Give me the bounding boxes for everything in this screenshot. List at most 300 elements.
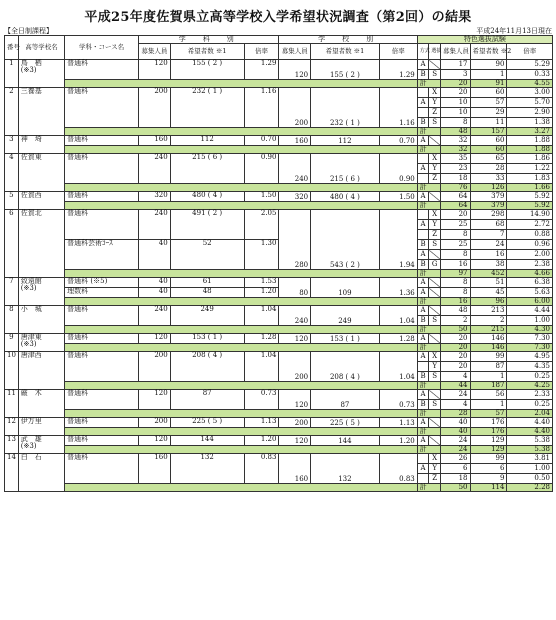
course-applicants: 480 ( 4 ) <box>170 192 244 202</box>
school-name: 厳 木 <box>18 390 64 418</box>
special-ratio: 5.70 <box>507 98 553 108</box>
total-applicants: 129 <box>470 446 507 454</box>
school-applicants: 543 ( 2 ) <box>311 210 380 270</box>
school-number: 1 <box>5 60 19 88</box>
special-capacity: 25 <box>440 240 470 250</box>
table-body <box>5 60 553 492</box>
special-ratio: 2.33 <box>507 390 553 400</box>
special-capacity: 10 <box>440 98 470 108</box>
course-ratio: 1.29 <box>244 60 279 80</box>
special-capacity: 8 <box>440 230 470 240</box>
course-ratio: 1.20 <box>244 436 279 446</box>
table-header <box>5 36 553 60</box>
course-applicants: 215 ( 6 ) <box>170 154 244 184</box>
special-capacity: 18 <box>440 474 470 484</box>
total-ratio: 4.25 <box>507 382 553 390</box>
special-capacity: 16 <box>440 260 470 270</box>
total-applicants: 379 <box>470 202 507 210</box>
special-choice <box>429 306 441 316</box>
school-number: 11 <box>5 390 19 418</box>
course-ratio: 1.28 <box>244 334 279 344</box>
special-applicants: 2 <box>470 316 507 326</box>
header-method: 方式 <box>417 44 429 60</box>
school-name: 小 城 <box>18 306 64 334</box>
course-ratio: 0.83 <box>244 454 279 484</box>
special-method <box>417 174 429 184</box>
special-ratio: 1.88 <box>507 136 553 146</box>
special-ratio: 1.00 <box>507 464 553 474</box>
header-number: 番号 <box>5 36 19 60</box>
header-ratio: 倍率 <box>244 44 279 60</box>
total-ratio: 4.55 <box>507 80 553 88</box>
special-ratio: 1.83 <box>507 174 553 184</box>
header-capacity: 募集人員 <box>139 44 171 60</box>
special-method: A <box>417 390 429 400</box>
special-ratio: 0.96 <box>507 240 553 250</box>
special-method: B <box>417 118 429 128</box>
special-capacity: 64 <box>440 192 470 202</box>
school-capacity: 200 <box>279 88 311 128</box>
total-capacity: 24 <box>440 446 470 454</box>
special-choice <box>429 436 441 446</box>
total-spacer <box>65 410 418 418</box>
course-name: 普通科 <box>65 306 139 326</box>
special-capacity: 20 <box>440 334 470 344</box>
date-note: 平成24年11月13日現在 <box>476 27 552 35</box>
special-capacity: 8 <box>440 250 470 260</box>
school-capacity: 320 <box>279 192 311 202</box>
school-capacity: 280 <box>279 210 311 270</box>
table-row <box>5 240 553 250</box>
school-applicants: 112 <box>311 136 380 146</box>
course-applicants: 61 <box>170 278 244 288</box>
table-row <box>5 306 553 316</box>
total-spacer <box>65 382 418 390</box>
course-applicants: 153 ( 1 ) <box>170 334 244 344</box>
special-capacity: 20 <box>440 210 470 220</box>
special-method: A <box>417 278 429 288</box>
special-method <box>417 454 429 464</box>
school-ratio: 0.73 <box>379 390 417 410</box>
table-row <box>5 418 553 428</box>
special-applicants: 38 <box>470 260 507 270</box>
total-spacer <box>65 184 418 192</box>
school-number: 7 <box>5 278 19 306</box>
school-applicants: 215 ( 6 ) <box>311 154 380 184</box>
special-method: A <box>417 334 429 344</box>
school-applicants: 155 ( 2 ) <box>311 60 380 80</box>
special-ratio: 4.35 <box>507 362 553 372</box>
school-capacity: 120 <box>279 334 311 344</box>
total-applicants: 91 <box>470 80 507 88</box>
total-spacer <box>65 326 418 334</box>
total-spacer <box>65 298 418 306</box>
special-ratio: 3.00 <box>507 88 553 98</box>
special-method <box>417 474 429 484</box>
course-name: 普通科 <box>65 418 139 428</box>
special-capacity: 40 <box>440 418 470 428</box>
school-ratio: 0.70 <box>379 136 417 146</box>
special-applicants: 176 <box>470 418 507 428</box>
school-name: 致遠館 (※3) <box>18 278 64 306</box>
special-capacity: 20 <box>440 362 470 372</box>
special-applicants: 213 <box>470 306 507 316</box>
special-method: A <box>417 60 429 70</box>
header-school: 高等学校名 <box>18 36 64 60</box>
course-applicants: 87 <box>170 390 244 410</box>
school-name: 佐賀西 <box>18 192 64 210</box>
header-sp-applicants: 希望者数 ※2 <box>470 44 507 60</box>
special-choice: Y <box>429 362 441 372</box>
course-capacity: 240 <box>139 210 171 240</box>
course-name: 普通科 <box>65 136 139 146</box>
special-capacity: 24 <box>440 390 470 400</box>
course-applicants: 155 ( 2 ) <box>170 60 244 80</box>
table-row <box>5 278 553 288</box>
special-choice <box>429 136 441 146</box>
total-ratio: 5.92 <box>507 202 553 210</box>
table-row <box>5 288 553 298</box>
course-applicants: 48 <box>170 288 244 298</box>
school-ratio: 1.29 <box>379 60 417 80</box>
school-applicants: 249 <box>311 306 380 326</box>
course-name: 普通科 <box>65 88 139 128</box>
special-choice: X <box>429 454 441 464</box>
total-spacer <box>65 344 418 352</box>
course-capacity: 120 <box>139 60 171 80</box>
header-group-special: 特色選抜試験 <box>417 36 552 44</box>
total-applicants: 96 <box>470 298 507 306</box>
special-ratio: 0.88 <box>507 230 553 240</box>
course-capacity: 40 <box>139 288 171 298</box>
school-name: 佐賀北 <box>18 210 64 278</box>
course-name: 普通科 <box>65 436 139 446</box>
course-ratio: 1.04 <box>244 306 279 326</box>
school-capacity: 120 <box>279 436 311 446</box>
total-applicants: 60 <box>470 146 507 154</box>
header-choice: 選抜 <box>429 44 441 60</box>
total-capacity: 97 <box>440 270 470 278</box>
special-choice: Y <box>429 164 441 174</box>
total-capacity: 28 <box>440 410 470 418</box>
special-capacity: 24 <box>440 436 470 446</box>
special-capacity: 48 <box>440 306 470 316</box>
special-applicants: 29 <box>470 108 507 118</box>
special-method: A <box>417 306 429 316</box>
school-capacity: 160 <box>279 136 311 146</box>
total-applicants: 452 <box>470 270 507 278</box>
course-name: 普通科 <box>65 454 139 484</box>
total-capacity: 48 <box>440 128 470 136</box>
school-name: 唐津西 <box>18 352 64 390</box>
total-spacer <box>65 428 418 436</box>
header-sp-ratio: 倍率 <box>507 44 553 60</box>
total-ratio: 2.04 <box>507 410 553 418</box>
special-choice <box>429 418 441 428</box>
total-applicants: 146 <box>470 344 507 352</box>
school-name: 白 石 <box>18 454 64 492</box>
table-row <box>5 88 553 98</box>
header-school-applicants: 希望者数 ※1 <box>311 44 380 60</box>
special-method <box>417 154 429 164</box>
header-applicants: 希望者数 ※1 <box>170 44 244 60</box>
special-ratio: 3.81 <box>507 454 553 464</box>
total-label: 計 <box>417 128 440 136</box>
course-name: 理数科 <box>65 288 139 298</box>
school-applicants: 144 <box>311 436 380 446</box>
course-ratio: 1.50 <box>244 192 279 202</box>
special-choice: X <box>429 154 441 164</box>
school-name: 佐賀東 <box>18 154 64 192</box>
special-choice <box>429 192 441 202</box>
total-applicants: 126 <box>470 184 507 192</box>
course-name: 普通科 <box>65 60 139 80</box>
special-method: B <box>417 70 429 80</box>
special-ratio: 5.92 <box>507 192 553 202</box>
table-row <box>5 334 553 344</box>
special-applicants: 99 <box>470 352 507 362</box>
school-number: 8 <box>5 306 19 334</box>
table-row <box>5 192 553 202</box>
total-spacer <box>65 446 418 454</box>
table-row <box>5 154 553 164</box>
school-number: 12 <box>5 418 19 436</box>
header-group-dept: 学 科 別 <box>139 36 279 44</box>
course-name: 普通科芸術ｺｰｽ <box>65 240 139 270</box>
special-choice: Y <box>429 220 441 230</box>
school-ratio: 1.20 <box>379 436 417 446</box>
special-capacity: 8 <box>440 278 470 288</box>
special-applicants: 60 <box>470 136 507 146</box>
special-method: A <box>417 220 429 230</box>
course-ratio: 1.16 <box>244 88 279 128</box>
table-row <box>5 60 553 70</box>
school-ratio: 1.94 <box>379 210 417 270</box>
special-method <box>417 210 429 220</box>
total-capacity: 50 <box>440 326 470 334</box>
course-capacity: 120 <box>139 334 171 344</box>
course-applicants: 132 <box>170 454 244 484</box>
total-spacer <box>65 80 418 88</box>
special-choice: Z <box>429 230 441 240</box>
school-number: 2 <box>5 88 19 136</box>
special-method: A <box>417 136 429 146</box>
total-capacity: 20 <box>440 344 470 352</box>
special-method <box>417 362 429 372</box>
course-applicants: 52 <box>170 240 244 270</box>
table-row <box>5 390 553 400</box>
school-applicants: 132 <box>311 454 380 484</box>
school-applicants: 225 ( 5 ) <box>311 418 380 428</box>
school-name: 唐津東 (※3) <box>18 334 64 352</box>
special-method: A <box>417 418 429 428</box>
course-applicants: 112 <box>170 136 244 146</box>
special-capacity: 4 <box>440 400 470 410</box>
special-capacity: 2 <box>440 316 470 326</box>
course-name: 普通科 <box>65 352 139 382</box>
total-applicants: 187 <box>470 382 507 390</box>
results-table <box>4 35 553 492</box>
total-label: 計 <box>417 410 440 418</box>
school-capacity: 160 <box>279 454 311 484</box>
special-ratio: 1.86 <box>507 154 553 164</box>
total-ratio: 1.66 <box>507 184 553 192</box>
header-school-capacity: 募集人員 <box>279 44 311 60</box>
header-sp-capacity: 募集人員 <box>440 44 470 60</box>
total-ratio: 5.38 <box>507 446 553 454</box>
table-row <box>5 136 553 146</box>
total-spacer <box>65 128 418 136</box>
special-applicants: 65 <box>470 154 507 164</box>
course-applicants: 208 ( 4 ) <box>170 352 244 382</box>
total-ratio: 4.30 <box>507 326 553 334</box>
total-applicants: 215 <box>470 326 507 334</box>
school-applicants: 208 ( 4 ) <box>311 352 380 382</box>
school-capacity: 200 <box>279 352 311 382</box>
school-capacity: 200 <box>279 418 311 428</box>
special-ratio: 0.50 <box>507 474 553 484</box>
special-capacity: 26 <box>440 454 470 464</box>
special-choice: Y <box>429 464 441 474</box>
special-choice: X <box>429 210 441 220</box>
special-applicants: 7 <box>470 230 507 240</box>
special-choice <box>429 278 441 288</box>
school-applicants: 109 <box>311 278 380 298</box>
special-capacity: 6 <box>440 464 470 474</box>
special-capacity: 8 <box>440 288 470 298</box>
course-ratio: 1.30 <box>244 240 279 270</box>
special-method: A <box>417 436 429 446</box>
special-choice: G <box>429 260 441 270</box>
special-applicants: 1 <box>470 70 507 80</box>
school-name: 鳥 栖 (※3) <box>18 60 64 88</box>
school-number: 13 <box>5 436 19 454</box>
special-applicants: 6 <box>470 464 507 474</box>
course-ratio: 1.04 <box>244 352 279 382</box>
special-applicants: 45 <box>470 288 507 298</box>
total-applicants: 157 <box>470 128 507 136</box>
total-label: 計 <box>417 428 440 436</box>
special-choice: Z <box>429 174 441 184</box>
course-applicants: 232 ( 1 ) <box>170 88 244 128</box>
school-ratio: 1.50 <box>379 192 417 202</box>
school-ratio: 0.90 <box>379 154 417 184</box>
special-applicants: 16 <box>470 250 507 260</box>
special-ratio: 4.95 <box>507 352 553 362</box>
course-ratio: 0.90 <box>244 154 279 184</box>
special-choice <box>429 334 441 344</box>
course-name: 普通科 <box>65 390 139 410</box>
course-ratio: 1.13 <box>244 418 279 428</box>
course-ratio: 1.53 <box>244 278 279 288</box>
special-choice: S <box>429 372 441 382</box>
school-number: 6 <box>5 210 19 278</box>
header-school-ratio: 倍率 <box>379 44 417 60</box>
total-ratio: 4.40 <box>507 428 553 436</box>
total-ratio: 7.30 <box>507 344 553 352</box>
special-applicants: 146 <box>470 334 507 344</box>
special-choice <box>429 250 441 260</box>
school-capacity: 80 <box>279 278 311 298</box>
special-method <box>417 230 429 240</box>
course-capacity: 160 <box>139 136 171 146</box>
special-applicants: 33 <box>470 174 507 184</box>
course-capacity: 240 <box>139 154 171 184</box>
special-applicants: 298 <box>470 210 507 220</box>
total-capacity: 76 <box>440 184 470 192</box>
special-capacity: 23 <box>440 164 470 174</box>
special-ratio: 7.30 <box>507 334 553 344</box>
special-ratio: 4.40 <box>507 418 553 428</box>
special-capacity: 4 <box>440 372 470 382</box>
special-choice: Z <box>429 108 441 118</box>
course-capacity: 200 <box>139 418 171 428</box>
special-applicants: 1 <box>470 400 507 410</box>
school-ratio: 1.04 <box>379 352 417 382</box>
total-capacity: 50 <box>440 484 470 492</box>
course-capacity: 40 <box>139 240 171 270</box>
page-title: 平成25年度佐賀県立高等学校入学希望状況調査（第2回）の結果 <box>84 10 472 25</box>
total-capacity: 16 <box>440 298 470 306</box>
special-method: A <box>417 288 429 298</box>
special-choice: S <box>429 316 441 326</box>
total-label: 計 <box>417 202 440 210</box>
special-ratio: 2.90 <box>507 108 553 118</box>
course-applicants: 249 <box>170 306 244 326</box>
special-method: B <box>417 400 429 410</box>
school-name: 伊万里 <box>18 418 64 436</box>
school-ratio: 1.04 <box>379 306 417 326</box>
course-ratio: 1.20 <box>244 288 279 298</box>
course-tag: 【全日制課程】 <box>4 27 53 35</box>
header-course: 学科・コース名 <box>65 36 139 60</box>
school-capacity: 120 <box>279 390 311 410</box>
header-group-school: 学 校 別 <box>279 36 417 44</box>
special-method <box>417 88 429 98</box>
school-applicants: 87 <box>311 390 380 410</box>
special-applicants: 57 <box>470 98 507 108</box>
special-method: A <box>417 464 429 474</box>
special-capacity: 32 <box>440 136 470 146</box>
course-name: 普通科 <box>65 210 139 240</box>
course-ratio: 0.70 <box>244 136 279 146</box>
course-capacity: 120 <box>139 436 171 446</box>
special-applicants: 379 <box>470 192 507 202</box>
total-label: 計 <box>417 184 440 192</box>
special-method: A <box>417 192 429 202</box>
special-method: B <box>417 260 429 270</box>
total-label: 計 <box>417 326 440 334</box>
total-capacity: 20 <box>440 80 470 88</box>
total-label: 計 <box>417 298 440 306</box>
special-capacity: 35 <box>440 154 470 164</box>
special-method: A <box>417 352 429 362</box>
total-spacer <box>65 484 418 492</box>
school-ratio: 1.28 <box>379 334 417 344</box>
special-ratio: 0.25 <box>507 400 553 410</box>
course-name: 普通科 <box>65 154 139 184</box>
special-choice: S <box>429 400 441 410</box>
special-ratio: 5.63 <box>507 288 553 298</box>
total-capacity: 32 <box>440 146 470 154</box>
special-choice <box>429 288 441 298</box>
school-number: 4 <box>5 154 19 192</box>
special-ratio: 5.38 <box>507 436 553 446</box>
table-row <box>5 352 553 362</box>
special-capacity: 17 <box>440 60 470 70</box>
total-spacer <box>65 270 418 278</box>
school-ratio: 0.83 <box>379 454 417 484</box>
